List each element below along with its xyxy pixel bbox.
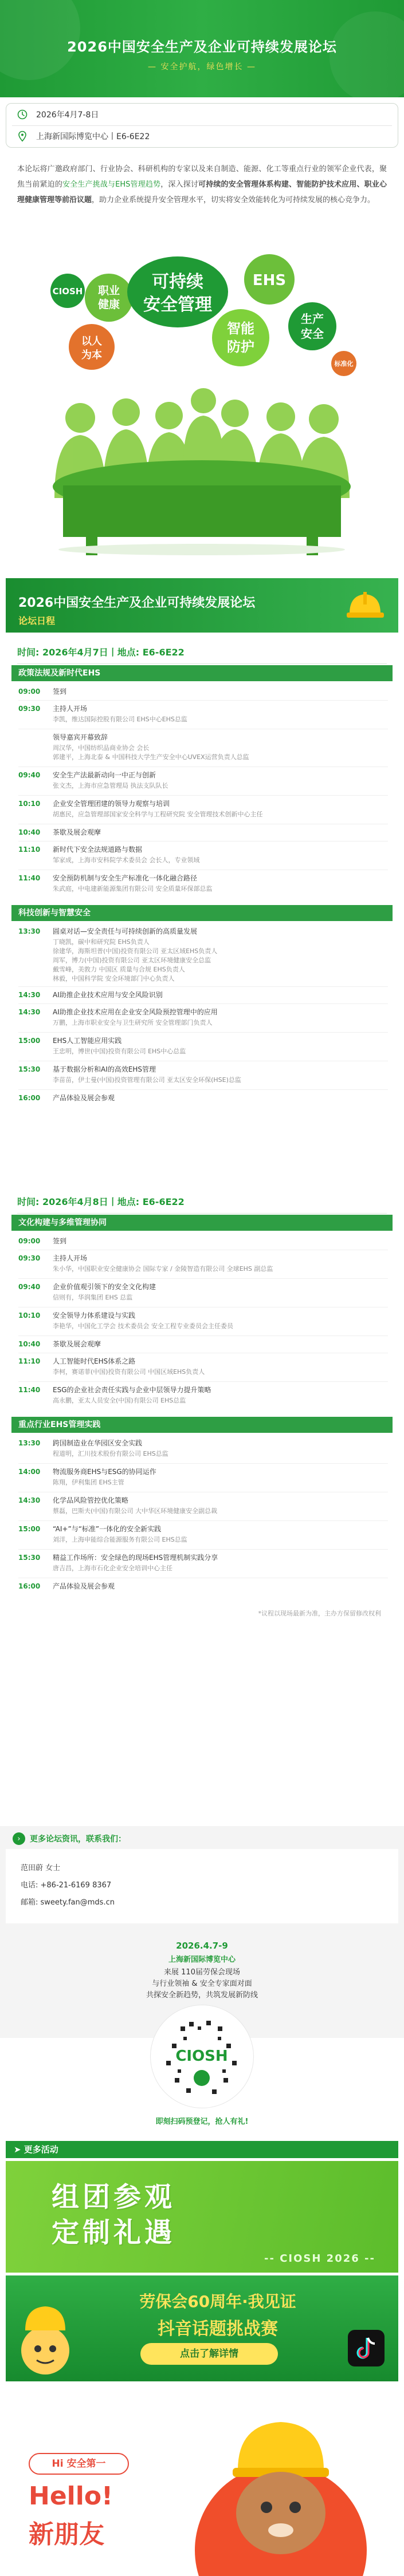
speech-bubbles <box>50 254 356 376</box>
agenda-row: 10:10 安全领导力体系建设与实践 李艳华，中国化工学会 技术委员会 安全工程专业委员会主任委员 <box>18 1311 233 1330</box>
hero-banner <box>0 0 404 97</box>
agenda-note: *议程以现场最新为准，主办方保留修改权利 <box>258 1610 381 1617</box>
day2-title: 时间: 2026年4月8日丨地点: E6-6E22 <box>17 1195 185 1208</box>
forum-banner-subtitle: 论坛日程 <box>18 615 56 626</box>
qr-date: 2026.4.7-9 <box>176 1941 228 1951</box>
mascot-illustration <box>178 2401 384 2576</box>
svg-text:智能: 智能 <box>227 321 254 337</box>
clock-icon <box>17 109 28 120</box>
location-pin-icon <box>17 131 28 142</box>
promo3-hello: Hello! <box>29 2482 113 2511</box>
hero-title: 2026中国安全生产及企业可持续发展论坛 <box>67 39 337 55</box>
agenda-row: 13:30 跨国制造业在华园区安全实践 程道明，汇川技术股份有限公司 EHS总监 <box>18 1439 168 1457</box>
session-header: 文化构建与多维管理协同 <box>11 1215 393 1231</box>
agenda-row: 领导嘉宾开幕致辞 周汉华，中国纺织品商业协会 会长 郭建平，上海北泰 & 中国科技大学生产安全中心UVEX运营负责人总监 <box>53 733 249 761</box>
event-date-row <box>17 109 99 120</box>
agenda-row: 09:40 安全生产法最新动向一中正与创新 张文杰，上海市应急管理局 执法支队队长 <box>18 771 168 789</box>
business-meeting-illustration <box>0 246 404 567</box>
event-date: 2026年4月7-8日 <box>36 110 99 120</box>
svg-text:为本: 为本 <box>81 349 102 361</box>
intro-emphasis: 可持续的安全管理体系构建、智能防护技术应用、职业心理健康管理等前沿议题 <box>17 180 387 204</box>
agenda-row: 14:30 化学品风险管控优化策略 蔡磊，巴斯夫(中国)有限公司 大中华区环境健康安全副总裁 <box>18 1496 218 1515</box>
day1-schedule: 时间: 2026年4月7日丨地点: E6-6E22 政策法规及新时代EHS 09:00 签到 09:30 主持人开场 李凯，维达国际控股有限公司 EHS中心EHS总监 领导嘉宾开幕致辞 周汉华，中国纺织品商业协会 会长 郭建平，上海北泰 & 中国科技大学生产安全中心UVEX运营负责人总监 09:40 安全生产法最新动向一中正与创新 张文杰，上海市应急管理局 执法支队队长 10:10 企业安全管理团建的领导力观察与培训 胡惠民，应急管理部国家安全科学与工程研究院 安全管理技术创新中心主任 10:40 茶歇及展会观摩 11:10 新时代下安全法规道路与数据 邹家成，上海市安科院学术委员会 会长人，专业领域 11:40 安全预防机制与安全生产标准化一体化融合路径 朱武庭，中电建新能源集团有限公司 安全质量环保部总监 科技创新与智慧安全 13:30 圆桌对话—安全责任与可持续创新的高质量发展 丁晓凯，碳中和研究院 EHS负责人 徐建华，海斯坦普(中国)投资有限公司 亚太区域EHS负责人 周军，博力(中国)投资有限公司 亚太区环境健康安全总监 戴雪峰，美敦力 中国区 质量与合规 EHS负责人 林毅，中国科学院 安全环境部门中心负责人 14:30 AI助推企业技术应用与安全风险识别 14:30 AI助推企业技术应用在企业安全风险预控管理中的应用 万鹏，上海市职业安全与卫生研究所 安全管理部门负责人 15:00 EHS人工智能应用实践 王忠明，博世(中国)投资有限公司 EHS中心总监 15:30 基于数据分析和AI的高效EHS管理 李苗苗，伊士曼(中国)投资管理有限公司 亚太区安全环保(HSE)总监 16:00 产品体验及展会参观 <box>6 638 398 1179</box>
intro-text: ，深入探讨 <box>160 180 199 189</box>
group-visit-promo[interactable] <box>6 2161 398 2273</box>
day1-title: 时间: 2026年4月7日丨地点: E6-6E22 <box>17 645 185 658</box>
event-info-card <box>6 103 398 148</box>
session-header: 科技创新与智慧安全 <box>11 905 393 921</box>
svg-text:防护: 防护 <box>227 339 254 355</box>
forum-banner-title: 2026中国安全生产及企业可持续发展论坛 <box>18 596 256 610</box>
session-header: 重点行业EHS管理实践 <box>11 1417 393 1433</box>
arrow-right-icon: ➤ <box>14 2144 24 2155</box>
row-divider <box>18 1463 388 1464</box>
svg-text:健康: 健康 <box>97 298 120 311</box>
row-divider <box>18 1089 388 1090</box>
contact-name: 范田蔚 女士 <box>21 1864 61 1872</box>
qr-cta: 即刻扫码预登记，抢人有礼! <box>155 2117 249 2126</box>
contact-phone[interactable]: 电话: +86-21-6169 8367 <box>21 1881 112 1890</box>
intro-highlight: 安全生产挑战与EHS管理趋势 <box>62 180 161 189</box>
agenda-row: 09:40 企业价值观引领下的安全文化构建 信则有，华润集团 EHS 总监 <box>18 1283 156 1301</box>
row-divider <box>18 1032 388 1033</box>
promo1-headline: 组团参观 定制礼遇 <box>52 2181 176 2249</box>
agenda-row: 11:10 人工智能时代EHS体系之路 李柯，赛诺菲(中国)投资有限公司 中国区域EHS负责人 <box>18 1357 205 1376</box>
contact-card <box>6 1849 398 1923</box>
row-divider <box>18 1381 388 1382</box>
row-divider <box>18 795 388 796</box>
qr-line: 与行业领袖 & 安全专家面对面 <box>152 1980 252 1988</box>
douyin-logo-icon <box>348 2330 385 2366</box>
promo3-tag: Hi 安全第一 <box>29 2453 129 2475</box>
svg-text:EHS: EHS <box>252 272 287 289</box>
day2-schedule: 时间: 2026年4月8日丨地点: E6-6E22 文化构建与多维管理协同 09:00 签到 09:30 主持人开场 朱小华，中国职业安全健康协会 国际专家 / 金陵智造有限公司 全球EHS 副总监 09:40 企业价值观引领下的安全文化构建 信则有，华润集团 EHS 总监 10:10 安全领导力体系建设与实践 李艳华，中国化工学会 技术委员会 安全工程专业委员会主任委员 10:40 茶歇及展会观摩 11:10 人工智能时代EHS体系之路 李柯，赛诺菲(中国)投资有限公司 中国区域EHS负责人 11:40 ESG的企业社会责任实践与企业中层领导力提升策略 高永鹏，亚太人员安全(中国)有限公司 EHS总监 重点行业EHS管理实践 13:30 跨国制造业在华园区安全实践 程道明，汇川技术股份有限公司 EHS总监 14:00 物流服务商EHS与ESG的协同运作 陈翔，伊利集团 EHS主管 14:30 化学品风险管控优化策略 蔡磊，巴斯夫(中国)有限公司 大中华区环境健康安全副总裁 15:00 “AI+”与“标准”一体化的安全新实践 刘洋，上海申能综合能源服务有限公司 EHS总监 15:30 精益工作场所：安全绿色的现场EHS管理机制实践分享 唐吉昌，上海市石化企业安全培训中心主任 16:00 产品体验及展会参观 *议程以现场最新为准，主办方保留修改权利 <box>6 1188 398 1812</box>
hello-new-friend-promo[interactable] <box>6 2384 398 2576</box>
agenda-row: 14:30 AI助推企业技术应用在企业安全风险预控管理中的应用 万鹏，上海市职业安全与卫生研究所 安全管理部门负责人 <box>18 1008 218 1026</box>
svg-text:安全: 安全 <box>301 327 324 341</box>
agenda-row: 09:30 主持人开场 李凯，维达国际控股有限公司 EHS中心EHS总监 <box>18 705 187 723</box>
promo1-tag: -- CIOSH 2026 -- <box>264 2253 375 2265</box>
douyin-challenge-promo[interactable] <box>6 2275 398 2381</box>
agenda-row: 14:00 物流服务商EHS与ESG的协同运作 陈翔，伊利集团 EHS主管 <box>18 1468 156 1486</box>
agenda-row: 15:30 精益工作场所：安全绿色的现场EHS管理机制实践分享 唐吉昌，上海市石化企业安全培训中心主任 <box>18 1554 218 1572</box>
row-divider <box>18 1278 388 1279</box>
row-divider <box>18 1549 388 1550</box>
registration-qr-section <box>0 1941 404 2124</box>
svg-text:可持续: 可持续 <box>152 272 203 292</box>
svg-text:CIOSH: CIOSH <box>52 286 83 297</box>
forum-agenda-banner <box>6 578 398 633</box>
qr-code[interactable] <box>149 2004 255 2109</box>
chevron-right-icon: › <box>13 1832 25 1845</box>
row-divider <box>18 986 388 987</box>
more-activities-header: ➤ 更多活动 <box>6 2141 398 2158</box>
learn-more-button[interactable]: 点击了解详情 <box>140 2343 278 2365</box>
qr-line: 来展 110届劳保会现场 <box>164 1968 240 1977</box>
hard-hat-icon <box>344 584 387 627</box>
row-divider <box>18 1520 388 1521</box>
svg-text:安全管理: 安全管理 <box>143 295 212 315</box>
session-header: 政策法规及新时代EHS <box>11 665 393 681</box>
mascot-icon <box>14 2296 77 2376</box>
qr-venue: 上海新国际博览中心 <box>168 1955 236 1964</box>
agenda-row: 11:40 安全预防机制与安全生产标准化一体化融合路径 朱武庭，中电建新能源集团有限公司 安全质量环保部总监 <box>18 874 213 892</box>
contact-email[interactable]: 邮箱: sweety.fan@mds.cn <box>21 1898 115 1907</box>
svg-text:职业: 职业 <box>97 285 120 297</box>
agenda-row: 11:40 ESG的企业社会责任实践与企业中层领导力提升策略 高永鹏，亚太人员安全(中国)有限公司 EHS总监 <box>18 1386 211 1404</box>
contact-heading: › 更多论坛资讯，联系我们： <box>13 1832 126 1846</box>
svg-text:标准化: 标准化 <box>334 360 354 368</box>
svg-text:CIOSH: CIOSH <box>175 2048 228 2065</box>
intro-paragraph <box>17 161 387 208</box>
promo3-line: 新朋友 <box>29 2520 104 2549</box>
hero-subtitle: — 安全护航，绿色增长 — <box>148 62 256 72</box>
event-venue-row <box>17 131 150 142</box>
svg-text:以人: 以人 <box>81 335 102 347</box>
promo2-line1: 劳保会60周年·我见证 <box>139 2292 296 2311</box>
qr-line: 共探安全新趋势，共筑发展新防线 <box>146 1991 258 2000</box>
intro-text: ，助力企业系统提升安全管理水平，切实将安全效能转化为可持续发展的核心竞争力。 <box>92 196 375 204</box>
agenda-row: 09:30 主持人开场 朱小华，中国职业安全健康协会 国际专家 / 金陵智造有限公司 全球EHS 副总监 <box>18 1254 273 1273</box>
agenda-row: 11:10 新时代下安全法规道路与数据 邹家成，上海市安科院学术委员会 会长人，专业领域 <box>18 846 200 864</box>
promo2-line2: 抖音话题挑战赛 <box>158 2319 278 2339</box>
svg-text:生产: 生产 <box>301 312 324 326</box>
row-divider <box>18 700 388 701</box>
event-venue: 上海新国际博览中心丨E6-6E22 <box>36 132 150 141</box>
agenda-row: 13:30 圆桌对话—安全责任与可持续创新的高质量发展 丁晓凯，碳中和研究院 EHS负责人 徐建华，海斯坦普(中国)投资有限公司 亚太区域EHS负责人 周军，博力(中国)投资有限公司 亚太区环境健康安全总监 戴雪峰，美敦力 中国区 质量与合规 EHS负责人 林毅，中国科学院 安全环境部门中心负责人 <box>18 927 218 982</box>
agenda-row: 10:10 企业安全管理团建的领导力观察与培训 胡惠民，应急管理部国家安全科学与工程研究院 安全管理技术创新中心主任 <box>18 800 263 818</box>
hero-decoration <box>330 11 404 103</box>
row-divider <box>18 1003 388 1004</box>
agenda-row: 15:00 EHS人工智能应用实践 王忠明，博世(中国)投资有限公司 EHS中心总监 <box>18 1037 186 1055</box>
intro-text: 本论坛将广邀政府部门、行业协会、科研机构的专家以及来自制造、能源、化工等重点行业的领军企业代表，聚焦当前紧迫的 <box>17 165 387 189</box>
agenda-row: 15:30 基于数据分析和AI的高效EHS管理 李苗苗，伊士曼(中国)投资管理有限公司 亚太区安全环保(HSE)总监 <box>18 1065 241 1084</box>
divider <box>12 125 392 126</box>
agenda-row: 15:00 “AI+”与“标准”一体化的安全新实践 刘洋，上海申能综合能源服务有限公司 EHS总监 <box>18 1525 187 1543</box>
